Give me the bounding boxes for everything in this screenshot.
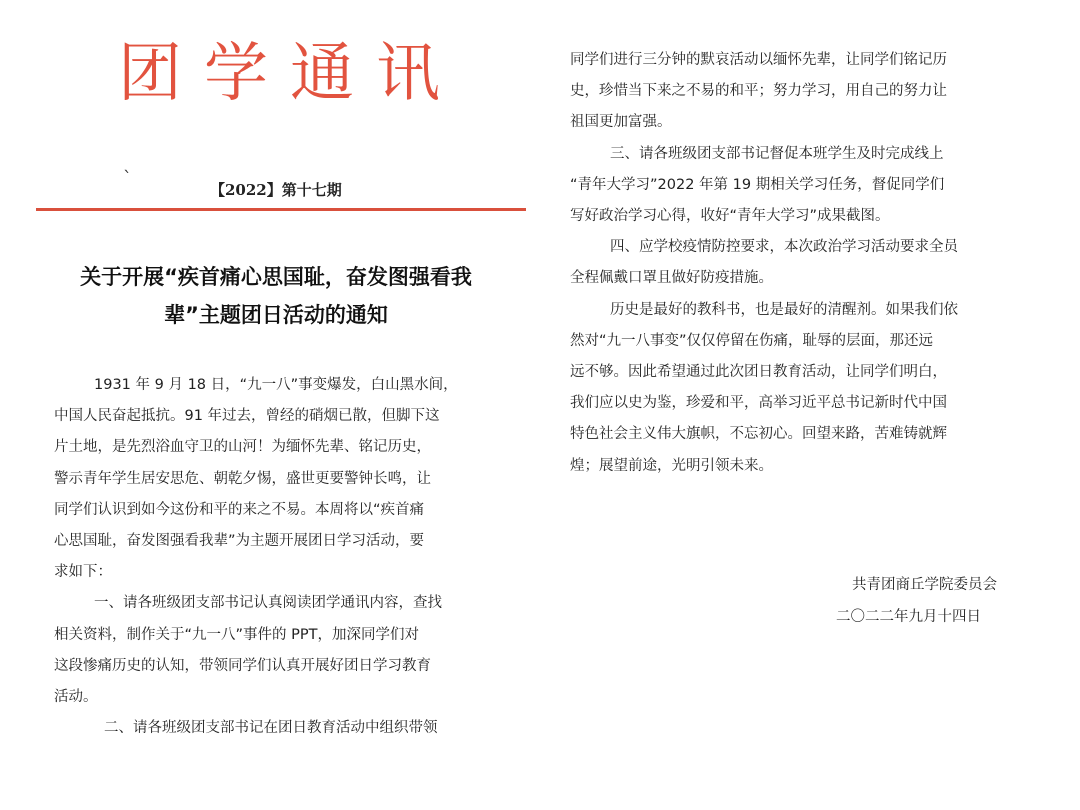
body-line: 三、请各班级团支部书记督促本班学生及时完成线上 <box>610 145 944 162</box>
body-line: 活动。 <box>54 689 98 706</box>
issue-number: 【2022】第十七期 <box>210 181 342 199</box>
body-line: 特色社会主义伟大旗帜，不忘初心。回望来路，苦难铸就辉 <box>570 426 947 443</box>
body-line: 二、请各班级团支部书记在团日教育活动中组织带领 <box>104 720 438 737</box>
body-line: 然对“九一八事变”仅仅停留在伤痛，耻辱的层面，那还远 <box>570 332 934 349</box>
body-line: 片土地，是先烈浴血守卫的山河！为缅怀先辈、铭记历史， <box>54 439 431 456</box>
body-line: 相关资料，制作关于“九一八”事件的 PPT，加深同学们对 <box>54 626 419 643</box>
body-line: 我们应以史为鉴，珍爱和平，高举习近平总书记新时代中国 <box>570 395 947 412</box>
body-line: 历史是最好的教科书，也是最好的清醒剂。如果我们依 <box>610 301 958 318</box>
right-page <box>548 0 1080 810</box>
notice-body-right <box>570 45 1050 482</box>
masthead-title: 团学通讯 <box>118 37 462 111</box>
body-line: 求如下： <box>54 564 112 581</box>
body-line: 同学们进行三分钟的默哀活动以缅怀先辈，让同学们铭记历 <box>570 52 947 68</box>
notice-title-line: 辈”主题团日活动的通知 <box>164 303 388 327</box>
signature-org: 共青团商丘学院委员会 <box>852 577 997 593</box>
signature-block <box>836 570 997 633</box>
body-line: 祖国更加富强。 <box>570 114 672 131</box>
body-line: 警示青年学生居安思危、朝乾夕惕，盛世更要警钟长鸣，让 <box>54 470 431 487</box>
body-line: “青年大学习”2022 年第 19 期相关学习任务，督促同学们 <box>570 176 945 193</box>
body-line: 写好政治学习心得，收好“青年大学习”成果截图。 <box>570 208 890 225</box>
signature-date: 二〇二二年九月十四日 <box>836 608 981 625</box>
stray-mark: ˋ <box>123 168 132 189</box>
notice-title <box>36 258 516 334</box>
body-line: 煌；展望前途，光明引领未来。 <box>570 457 773 474</box>
body-line: 中国人民奋起抵抗。91 年过去，曾经的硝烟已散，但脚下这 <box>54 408 440 425</box>
body-line: 全程佩戴口罩且做好防疫措施。 <box>570 270 773 287</box>
body-line: 这段惨痛历史的认知，带领同学们认真开展好团日学习教育 <box>54 657 431 674</box>
body-line: 史，珍惜当下来之不易的和平；努力学习，用自己的努力让 <box>570 83 947 100</box>
notice-title-line: 关于开展“疾首痛心思国耻，奋发图强看我 <box>80 265 472 289</box>
body-line: 1931 年 9 月 18 日，“九一八”事变爆发，白山黑水间， <box>94 377 458 393</box>
body-line: 远不够。因此希望通过此次团日教育活动，让同学们明白， <box>570 364 947 381</box>
body-line: 同学们认识到如今这份和平的来之不易。本周将以“疾首痛 <box>54 501 425 518</box>
body-line: 心思国耻，奋发图强看我辈”为主题开展团日学习活动，要 <box>54 533 425 550</box>
header-divider <box>36 208 526 211</box>
body-line: 一、请各班级团支部书记认真阅读团学通讯内容，查找 <box>94 595 442 612</box>
body-line: 四、应学校疫情防控要求，本次政治学习活动要求全员 <box>610 239 958 256</box>
notice-body-left <box>54 370 509 744</box>
